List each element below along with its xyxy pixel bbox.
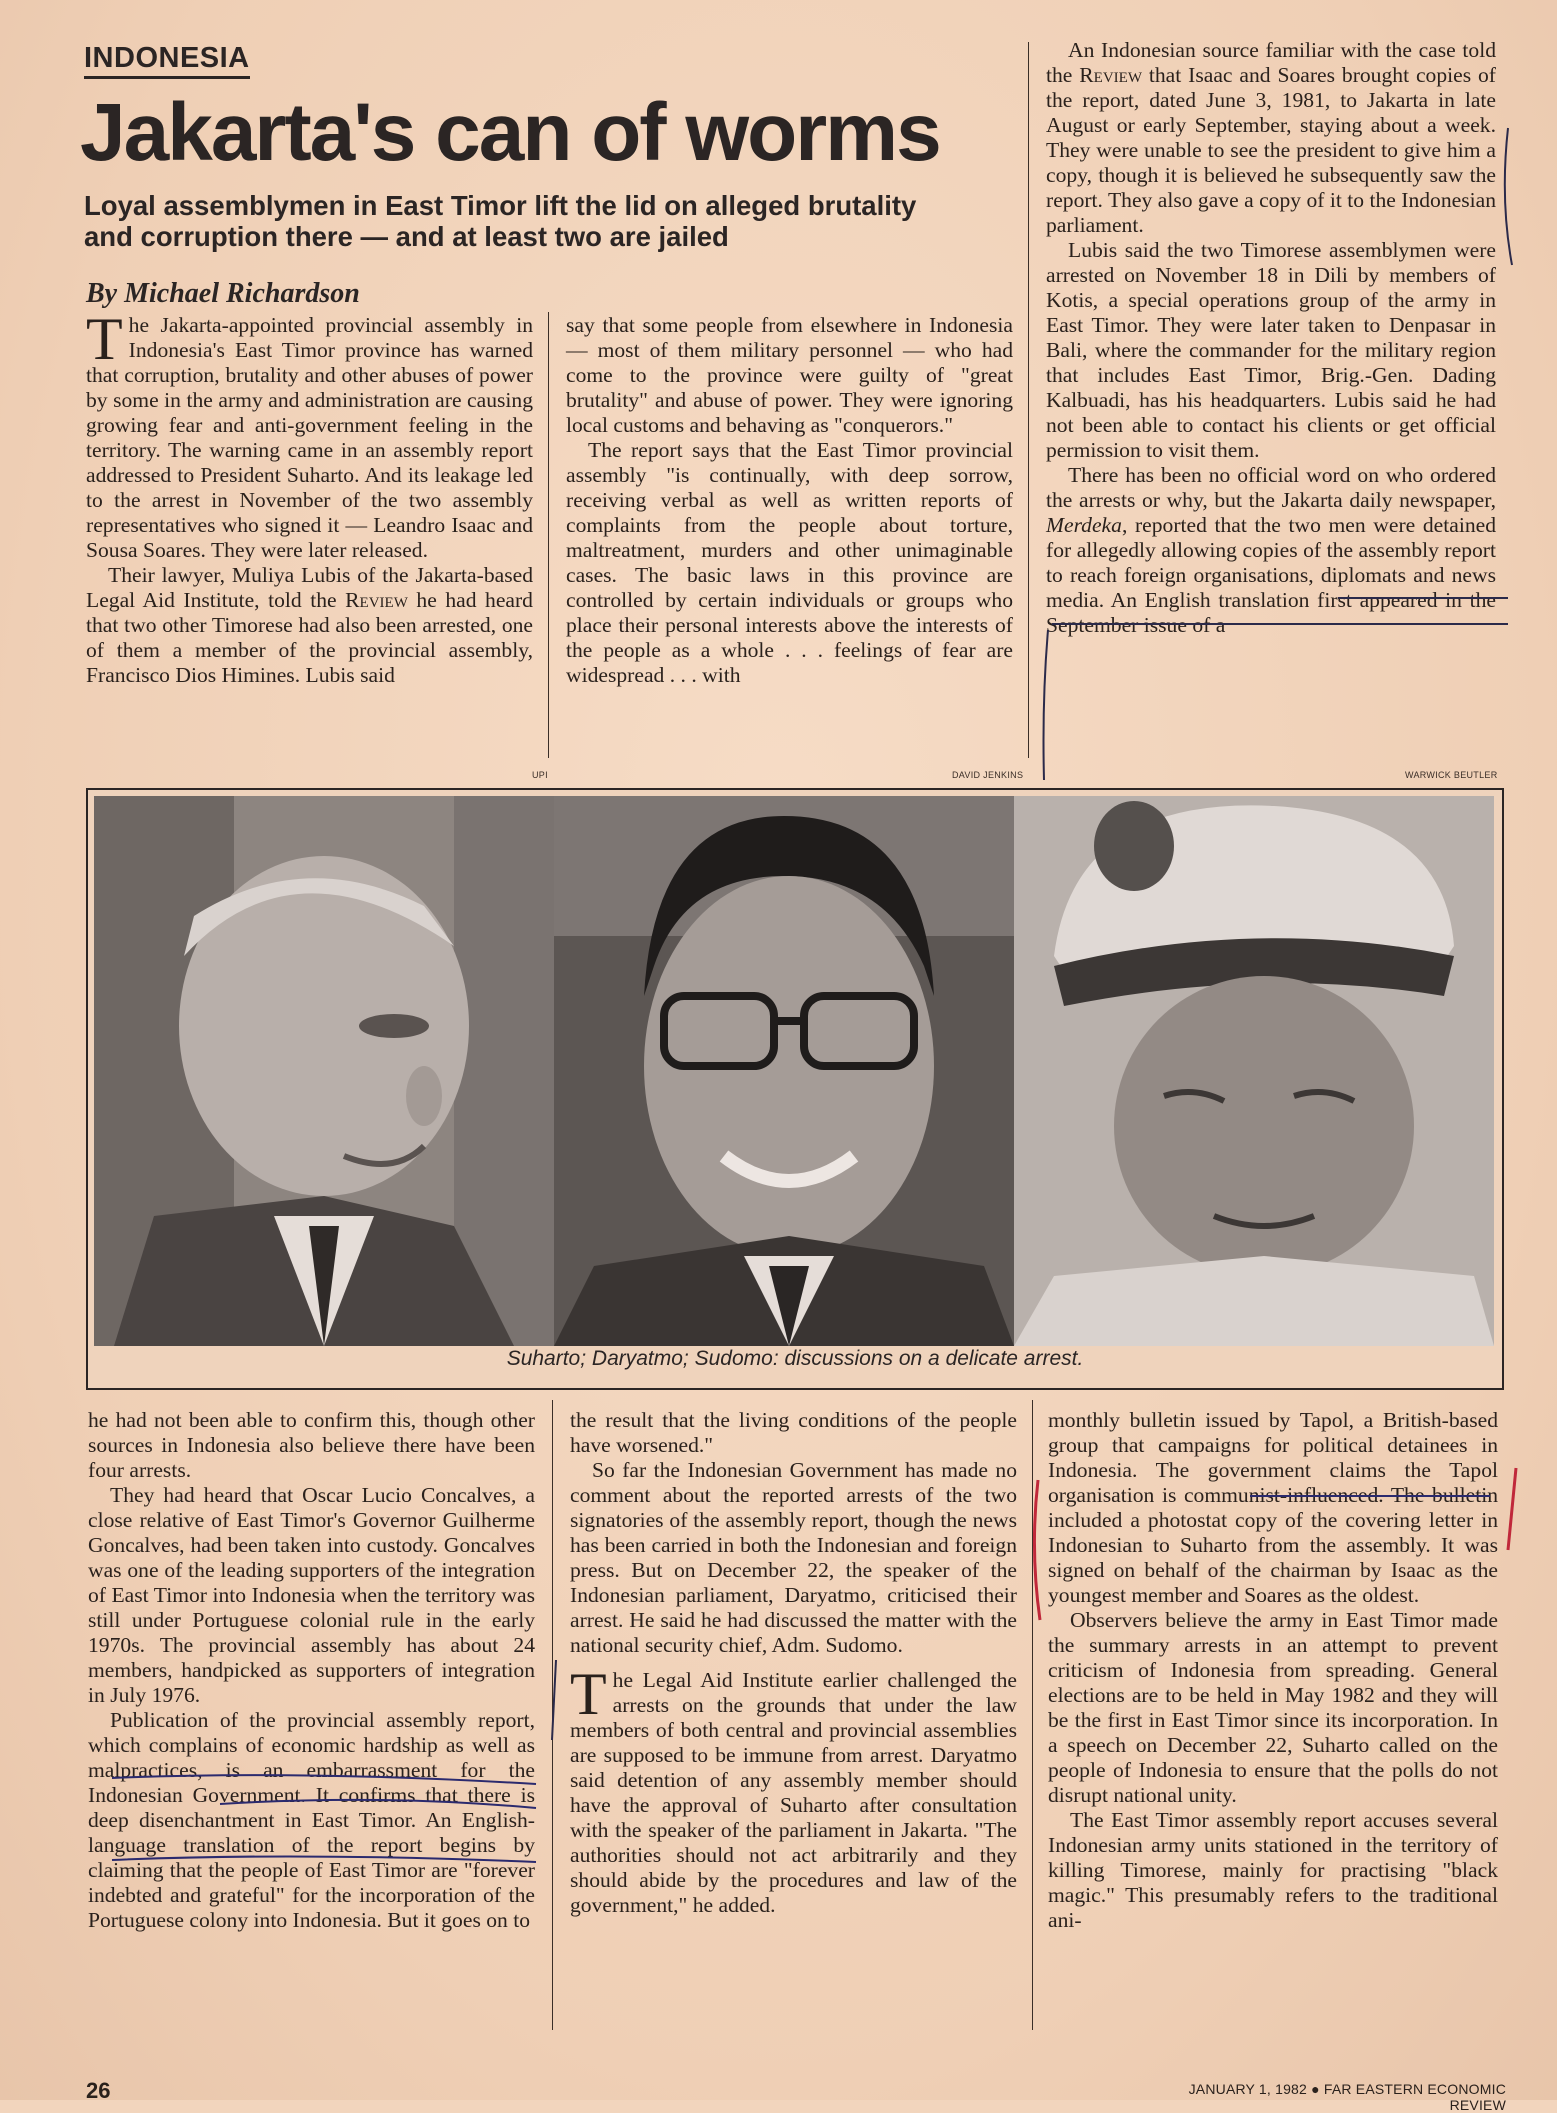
photo-caption: Suharto; Daryatmo; Sudomo: discussions on a delicate arrest. bbox=[506, 1347, 1084, 1370]
deck: Loyal assemblymen in East Timor lift the lid on alleged brutality and corruption there — and at least two are jailed bbox=[84, 190, 917, 252]
top-col3-paragraph-1: An Indonesian source familiar with the case told the Review that Isaac and Soares brought copies of the report, dated June 3, 1981, to Jakarta in late August or early September, staying about a week. They were unable to see the president to give him a copy, though it is believed he subsequently saw the report. They also gave a copy of it to the Indonesian parliament. bbox=[1046, 38, 1496, 237]
bottom-col2-paragraph-3: The Legal Aid Institute earlier challenged the arrests on the grounds that under the law members of both central and provincial assemblies are supposed to be immune from arrest. Daryatmo said detention of any assembly member should have the approval of Suharto after consultation with the speaker of the parliament in Jakarta. "The authorities should not act arbitrarily and they should abide by the procedures and law of the government," he added. bbox=[570, 1661, 1017, 1917]
page-number: 26 bbox=[86, 2078, 111, 2103]
photo-credit: DAVID JENKINS bbox=[952, 770, 1024, 780]
bottom-col1-paragraph-1: he had not been able to confirm this, though other sources in Indonesia also believe there have been four arrests. bbox=[88, 1408, 535, 1482]
photo-credit: UPI bbox=[532, 770, 548, 780]
top-col2-paragraph-2: The report says that the East Timor provincial assembly "is continually, with deep sorrow, receiving verbal as well as written reports of complaints from the people about torture, maltreatment, murders and other unimaginable cases. The basic laws in this province are controlled by certain individuals or groups who place their personal interests above the interests of the people as a whole . . . feelings of fear are widespread . . . with bbox=[566, 438, 1013, 687]
bottom-col1-paragraph-2: They had heard that Oscar Lucio Concalves, a close relative of East Timor's Governor Guilherme Goncalves, had been taken into custody. Goncalves was one of the leading supporters of the integration of East Timor into Indonesia when the territory was still under Portuguese colonial rule in the early 1970s. The provincial assembly has about 24 members, handpicked as supporters of integration in July 1976. bbox=[88, 1483, 535, 1707]
top-col3-paragraph-2: Lubis said the two Timorese assemblymen were arrested on November 18 in Dili by members of Kotis, a special operations group of the army in East Timor. They were later taken to Denpasar in Bali, where the commander for the military region that includes East Timor, Brig.-Gen. Dading Kalbuadi, has his headquarters. Lubis said he had not been able to contact his clients or get official permission to visit them. bbox=[1046, 238, 1496, 462]
bottom-col3-paragraph-2: Observers believe the army in East Timor made the summary arrests in an attempt to prevent criticism of Indonesia from spreading. General elections are to be held in May 1982 and they will be the first in East Timor since its incorporation. In a speech on December 22, Suharto called on the people of Indonesia to ensure that the polls do not disrupt national unity. bbox=[1048, 1608, 1498, 1807]
bottom-col2-paragraph-1: the result that the living conditions of the people have worsened." bbox=[570, 1408, 1017, 1457]
drop-cap: T bbox=[570, 1661, 607, 1727]
top-col1-paragraph-1: The Jakarta-appointed provincial assembly in Indonesia's East Timor province has warned that corruption, brutality and other abuses of power by some in the army and administration are causing growing fear and anti-government feeling in the territory. The warning came in an assembly report addressed to President Suharto. And its leakage led to the arrest in November of the two assembly representatives who signed it — Leandro Isaac and Sousa Soares. They were later released. bbox=[86, 306, 533, 562]
issue-line: JANUARY 1, 1982 ● FAR EASTERN ECONOMIC REVIEW bbox=[1188, 2081, 1506, 2113]
bottom-col3-paragraph-3: The East Timor assembly report accuses several Indonesian army units stationed in the territory of killing Timorese, mainly for practising "black magic." This presumably refers to the traditional ani- bbox=[1048, 1808, 1498, 1932]
photo-credit: WARWICK BEUTLER bbox=[1405, 770, 1498, 780]
byline: By Michael Richardson bbox=[86, 278, 360, 309]
top-col2-paragraph-1: say that some people from elsewhere in Indonesia — most of them military personnel — who had come to the province were guilty of "great brutality" and abuse of power. They were ignoring local customs and behaving as "conquerors." bbox=[566, 313, 1013, 437]
top-col3-paragraph-3: There has been no official word on who ordered the arrests or why, but the Jakarta daily newspaper, Merdeka, reported that the two men were detained for allegedly allowing copies of the assembly report to reach foreign organisations, diplomats and news media. An English translation first appeared in the September issue of a bbox=[1046, 463, 1496, 637]
section-label: INDONESIA bbox=[84, 42, 250, 79]
drop-cap: T bbox=[86, 306, 123, 372]
bottom-col1-paragraph-3: Publication of the provincial assembly report, which complains of economic hardship as well as malpractices, is an embarrassment for the Indonesian Government. It confirms that there is deep disenchantment in East Timor. An English-language translation of the report begins by claiming that the people of East Timor are "forever indebted and grateful" for the incorporation of the Portuguese colony into Indonesia. But it goes on to bbox=[88, 1708, 535, 1932]
headline: Jakarta's can of worms bbox=[80, 87, 940, 178]
top-col1-paragraph-2: Their lawyer, Muliya Lubis of the Jakarta-based Legal Aid Institute, told the Review he had heard that two other Timorese had also been arrested, one of them a member of the provincial assembly, Francisco Dios Himines. Lubis said bbox=[86, 563, 533, 687]
bottom-col3-paragraph-1: monthly bulletin issued by Tapol, a British-based group that campaigns for political detainees in Indonesia. The government claims the Tapol organisation is communist-influenced. The bulletin included a photostat copy of the covering letter in Indonesian to Suharto from the assembly. It was signed on behalf of the chairman by Isaac as the youngest member and Soares as the oldest. bbox=[1048, 1408, 1498, 1607]
bottom-col2-paragraph-2: So far the Indonesian Government has made no comment about the reported arrests of the two signatories of the assembly report, though the news has been carried in both the Indonesian and foreign press. But on December 22, the speaker of the Indonesian parliament, Daryatmo, criticised their arrest. He said he had discussed the matter with the national security chief, Adm. Sudomo. bbox=[570, 1458, 1017, 1657]
